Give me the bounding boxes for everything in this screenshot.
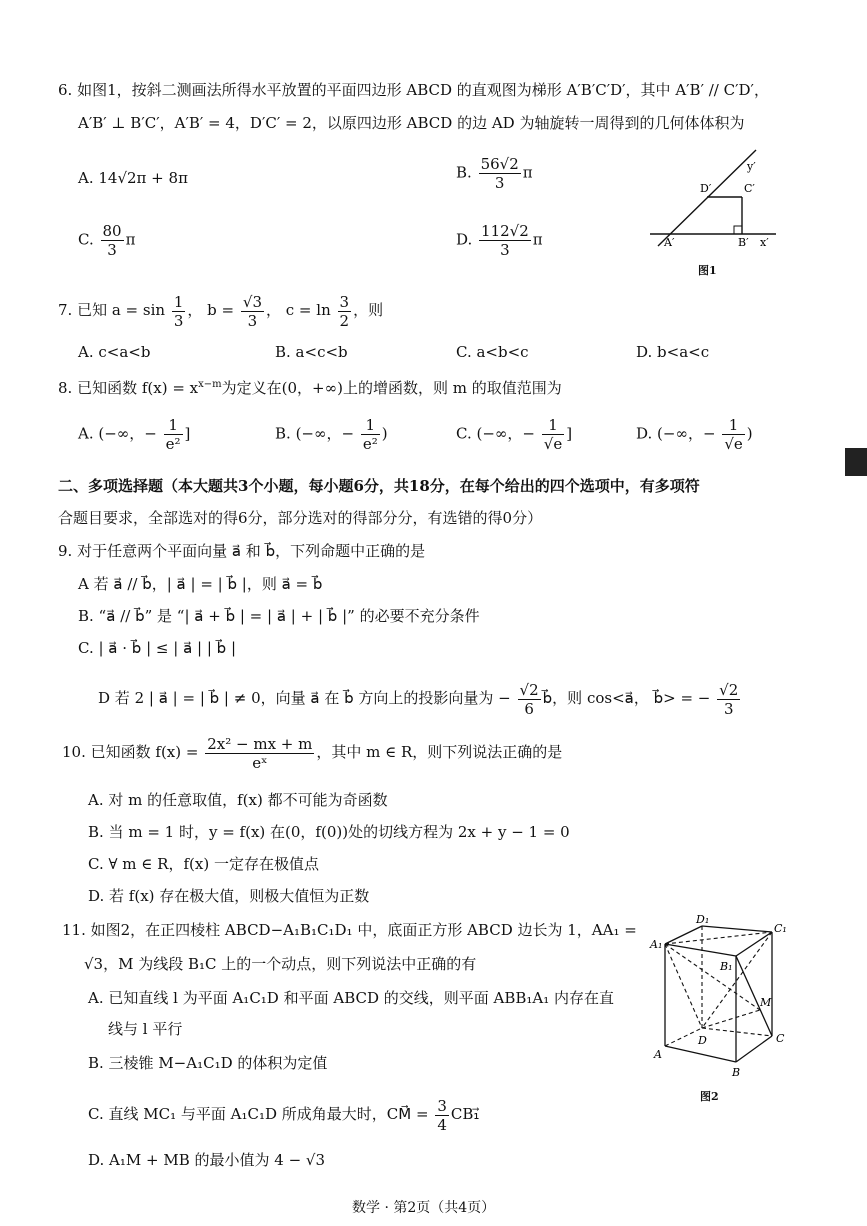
q9-stem: 9. 对于任意两个平面向量 a⃗ 和 b⃗，下列命题中正确的是 (58, 542, 426, 560)
q7-stem: 7. 已知 a = sin $\frac{1}{3}$ ， b = $\frac{√3}{3}$ ， c = ln $\frac{3}{2}$ ，则 (58, 292, 384, 330)
q7-option-d: D. b<a<c (636, 343, 710, 361)
q8-option-b: B. (−∞，− $\frac{1}{\text{e²}}$ ) (275, 416, 388, 453)
q10-stem: 10. 已知函数 f(x) = $\frac{\text{2x² − mx + m}}{\text{eˣ}}$ ，其中 m ∈ R，则下列说法正确的是 (62, 734, 563, 772)
fig1-label-b: B′ (738, 236, 749, 249)
fig1-label-a: A′ (664, 236, 675, 249)
page-footer: 数学 · 第2页（共4页） (352, 1200, 496, 1216)
fig2-label-b1: B₁ (720, 960, 733, 973)
fig2-label-c: C (776, 1032, 785, 1045)
figure-2-caption: 图2 (700, 1090, 719, 1103)
fig1-label-d: D′ (700, 182, 712, 195)
q7-option-b: B. a<c<b (275, 343, 348, 361)
section-2-heading-line1: 二、多项选择题（本大题共3个小题，每小题6分，共18分，在每个给出的四个选项中，有多项符 (58, 477, 700, 495)
fig2-label-a: A (654, 1048, 662, 1061)
q10-option-b: B. 当 m = 1 时，y = f(x) 在(0，f(0))处的切线方程为 2x + y − 1 = 0 (88, 823, 570, 841)
q8-option-c: C. (−∞，− $\frac{1}{√e}$ ] (456, 416, 573, 453)
q6-option-a: A. 14√2π + 8π (78, 169, 188, 187)
q11-option-a-line1: A. 已知直线 l 为平面 A₁C₁D 和平面 ABCD 的交线，则平面 ABB₁A₁ 内存在直 (88, 989, 615, 1007)
fig2-label-d: D (698, 1034, 707, 1047)
q9-option-a: A 若 a⃗ // b⃗，| a⃗ | = | b⃗ |，则 a⃗ = b⃗ (78, 575, 323, 593)
q7-option-c: C. a<b<c (456, 343, 529, 361)
fig2-label-b: B (732, 1066, 741, 1079)
fig1-label-c: C′ (744, 182, 755, 195)
q8-option-d: D. (−∞，− $\frac{1}{√e}$ ) (636, 416, 753, 453)
q9-option-d: D 若 2 | a⃗ | = | b⃗ | ≠ 0，向量 a⃗ 在 b⃗ 方向上的投影向量为 − $\frac{√2}{6}$ b⃗，则 cos<a⃗， b⃗> = − $\frac{√2}{3}$ (98, 680, 739, 718)
figure-2-prism (648, 912, 798, 1082)
fig2-label-d1: D₁ (696, 913, 710, 926)
q8-option-a: A. (−∞，− $\frac{1}{\text{e²}}$ ] (78, 416, 191, 453)
scan-edge-mark (845, 448, 867, 476)
figure-1-trapezoid (648, 148, 788, 258)
q10-option-c: C. ∀ m ∈ R，f(x) 一定存在极值点 (88, 855, 319, 873)
q9-option-b: B. “a⃗ // b⃗” 是 “| a⃗ + b⃗ | = | a⃗ | + | b⃗ |” 的必要不充分条件 (78, 607, 480, 625)
q11-option-d: D. A₁M + MB 的最小值为 4 − √3 (88, 1151, 326, 1169)
figure-1-caption: 图1 (698, 264, 717, 277)
fig1-label-y: y′ (747, 160, 756, 173)
fig2-label-c1: C₁ (774, 922, 787, 935)
q6-option-d: D. $\frac{112√2}{3}$ π (456, 222, 543, 259)
q10-option-a: A. 对 m 的任意取值，f(x) 都不可能为奇函数 (88, 791, 388, 809)
section-2-heading-line2: 合题目要求，全部选对的得6分，部分选对的得部分分，有选错的得0分） (58, 509, 543, 527)
q11-stem-line2: √3，M 为线段 B₁C 上的一个动点，则下列说法中正确的有 (84, 955, 477, 973)
q6-stem-line2: A′B′ ⊥ B′C′，A′B′ = 4，D′C′ = 2，以原四边形 ABCD 的边 AD 为轴旋转一周得到的几何体体积为 (78, 114, 745, 132)
q6-option-c: C. $\frac{80}{3}$ π (78, 222, 136, 259)
fig2-label-a1: A₁ (650, 938, 663, 951)
q8-stem: 8. 已知函数 $f(x) = x^{x-m}$为定义在(0，+∞)上的增函数，则 m 的取值范围为 (58, 379, 562, 397)
q7-option-a: A. c<a<b (78, 343, 151, 361)
fig1-label-x: x′ (760, 236, 769, 249)
q11-stem-line1: 11. 如图2，在正四棱柱 ABCD−A₁B₁C₁D₁ 中，底面正方形 ABCD 边长为 1，AA₁ = (62, 921, 637, 939)
q11-option-a-line2: 线与 l 平行 (108, 1020, 183, 1038)
q10-option-d: D. 若 f(x) 存在极大值，则极大值恒为正数 (88, 887, 370, 905)
q9-option-c: C. | a⃗ · b⃗ | ≤ | a⃗ | | b⃗ | (78, 639, 237, 657)
q6-option-b: B. $\frac{56√2}{3}$ π (456, 155, 533, 192)
q11-option-b: B. 三棱锥 M−A₁C₁D 的体积为定值 (88, 1054, 328, 1072)
fig2-label-m: M (760, 996, 772, 1009)
q6-stem-line1: 6. 如图1，按斜二测画法所得水平放置的平面四边形 ABCD 的直观图为梯形 A′B′C′D′，其中 A′B′ // C′D′， (58, 81, 769, 99)
q11-option-c: C. 直线 MC₁ 与平面 A₁C₁D 所成角最大时，CM⃗ = $\frac{3}{4}$ CB₁⃗ (88, 1096, 480, 1134)
